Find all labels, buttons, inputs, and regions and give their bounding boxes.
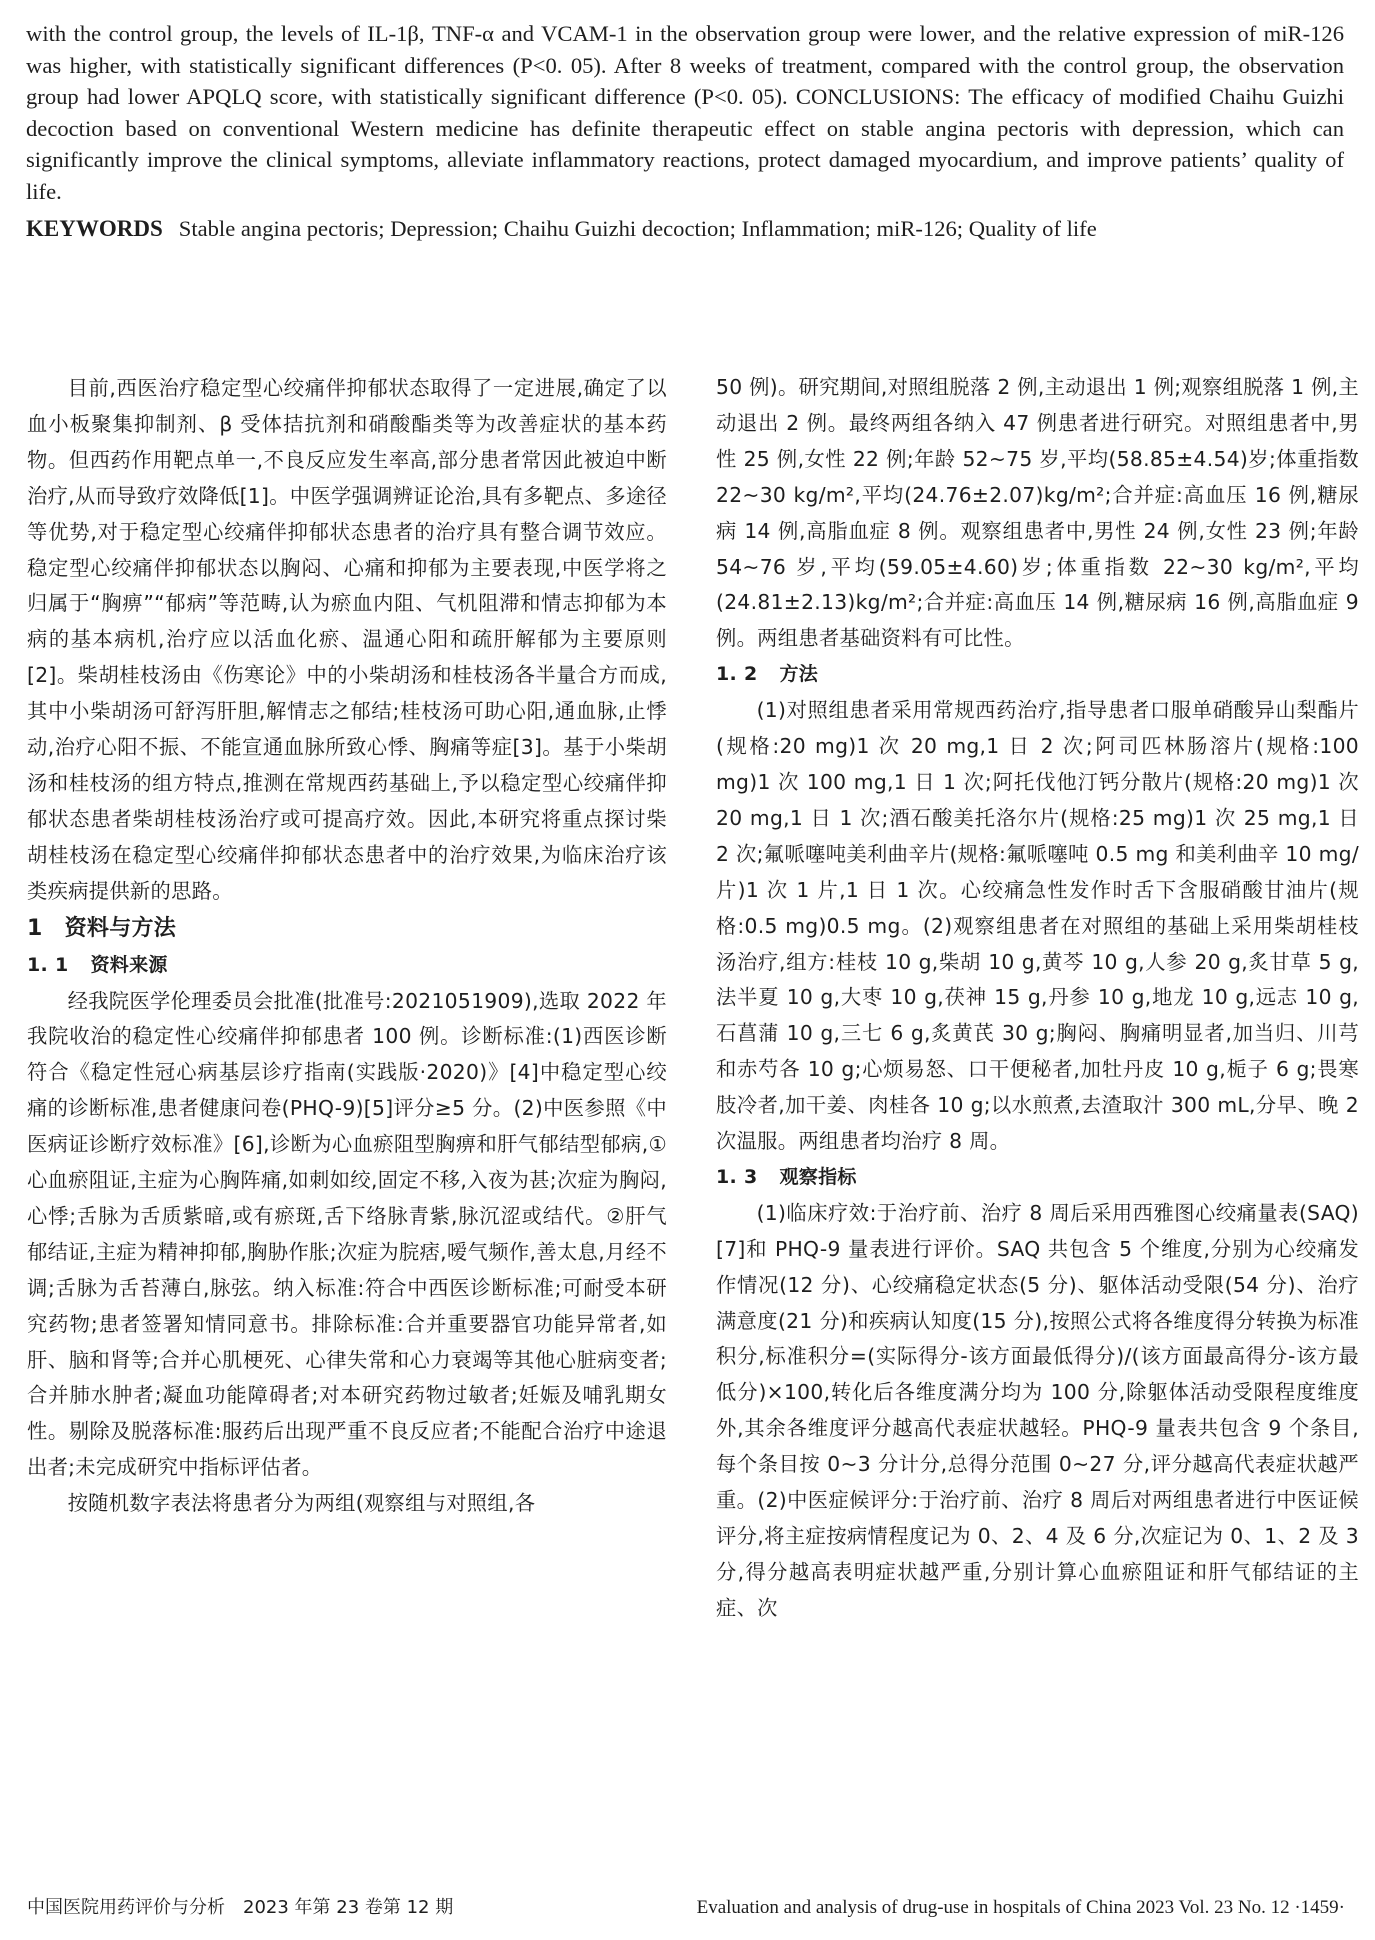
english-abstract: [26, 18, 1344, 245]
subsection-heading-1-2: [716, 657, 1359, 693]
section-number: 1: [27, 915, 43, 941]
intro-paragraph: 目前,西医治疗稳定型心绞痛伴抑郁状态取得了一定进展,确定了以血小板聚集抑制剂、β 受体拮抗剂和硝酸酯类等为改善症状的基本药物。但西药作用靶点单一,不良反应发生率高,部分患者常因此被迫中断治疗,从而导致疗效降低[1]。中医学强调辨证论治,具有多靶点、多途径等优势,对于稳定型心绞痛伴抑郁状态患者的治疗具有整合调节效应。稳定型心绞痛伴抑郁状态以胸闷、心痛和抑郁为主要表现,中医学将之归属于“胸痹”“郁病”等范畴,认为瘀血内阻、气机阻滞和情志抑郁为本病的基本病机,治疗应以活血化瘀、温通心阳和疏肝解郁为主要原则[2]。柴胡桂枝汤由《伤寒论》中的小柴胡汤和桂枝汤各半量合方而成,其中小柴胡汤可舒泻肝胆,解情志之郁结;桂枝汤可助心阳,通血脉,止悸动,治疗心阳不振、不能宣通血脉所致心悸、胸痛等症[3]。基于小柴胡汤和桂枝汤的组方特点,推测在常规西药基础上,予以稳定型心绞痛伴抑郁状态患者柴胡桂枝汤治疗或可提高疗效。因此,本研究将重点探讨柴胡桂枝汤在稳定型心绞痛伴抑郁状态患者中的治疗效果,为临床治疗该类疾病提供新的思路。: [27, 376, 667, 903]
subsection-title: 方法: [779, 663, 819, 686]
subsection-number: 1. 2: [716, 663, 758, 686]
keywords-line: [26, 213, 1344, 245]
section-title: 资料与方法: [64, 915, 177, 941]
section-heading-1: [27, 910, 667, 948]
subsection-heading-1-3: [716, 1160, 1359, 1196]
footer-journal-en: Evaluation and analysis of drug-use in hospitals of China 2023 Vol. 23 No. 12 ·1459·: [696, 1897, 1345, 1918]
keywords-label: KEYWORDS: [26, 216, 163, 241]
subsection-title: 资料来源: [90, 953, 168, 976]
right-column: [716, 370, 1359, 1627]
grouping-paragraph: 按随机数字表法将患者分为两组(观察组与对照组,各: [67, 1491, 536, 1516]
footer-journal-cn: 中国医院用药评价与分析 2023 年第 23 卷第 12 期: [27, 1897, 454, 1918]
keywords-text: Stable angina pectoris; Depression; Chaihu Guizhi decoction; Inflammation; miR-126; Quality of life: [178, 216, 1097, 241]
abstract-body: with the control group, the levels of IL-1β, TNF-α and VCAM-1 in the observation group were lower, and the relative expression of miR-126 was higher, with statistically significant differences (P<0. 05). After 8 weeks of treatment, compared with the control group, the observation group had lower APQLQ score, with statistically significant difference (P<0. 05). CONCLUSIONS: The efficacy of modified Chaihu Guizhi decoction based on conventional Western medicine has definite therapeutic effect on stable angina pectoris with depression, which can significantly improve the clinical symptoms, alleviate inflammatory reactions, protect damaged myocardium, and improve patients’ quality of life.: [26, 21, 1344, 204]
source-paragraph: 经我院医学伦理委员会批准(批准号:2021051909),选取 2022 年我院收治的稳定性心绞痛伴抑郁患者 100 例。诊断标准:(1)西医诊断符合《稳定性冠心病基层诊疗指南(实践版·2020)》[4]中稳定型心绞痛的诊断标准,患者健康问卷(PHQ-9)[5]评分≥5 分。(2)中医参照《中医病证诊断疗效标准》[6],诊断为心血瘀阻型胸痹和肝气郁结型郁病,①心血瘀阻证,主症为心胸阵痛,如刺如绞,固定不移,入夜为甚;次症为胸闷,心悸;舌脉为舌质紫暗,或有瘀斑,舌下络脉青紫,脉沉涩或结代。②肝气郁结证,主症为精神抑郁,胸胁作胀;次症为脘痞,嗳气频作,善太息,月经不调;舌脉为舌苔薄白,脉弦。纳入标准:符合中西医诊断标准;可耐受本研究药物;患者签署知情同意书。排除标准:合并重要器官功能异常者,如肝、脑和肾等;合并心肌梗死、心律失常和心力衰竭等其他心脏病变者;合并肺水肿者;凝血功能障碍者;对本研究药物过敏者;妊娠及哺乳期女性。剔除及脱落标准:服药后出现严重不良反应者;不能配合治疗中途退出者;未完成研究中指标评估者。: [27, 988, 667, 1480]
subsection-number: 1. 1: [27, 953, 69, 976]
indicators-paragraph: (1)临床疗效:于治疗前、治疗 8 周后采用西雅图心绞痛量表(SAQ)[7]和 PHQ-9 量表进行评价。SAQ 共包含 5 个维度,分别为心绞痛发作情况(12 分)、心绞痛稳定状态(5 分)、躯体活动受限(54 分)、治疗满意度(21 分)和疾病认知度(15 分),按照公式将各维度得分转换为标准积分,标准积分=(实际得分-该方面最低得分)/(该方面最高得分-该方最低分)×100,转化后各维度满分均为 100 分,除躯体活动受限程度维度外,其余各维度评分越高代表症状越轻。PHQ-9 量表共包含 9 个条目,每个条目按 0~3 分计分,总得分范围 0~27 分,评分越高代表症状越严重。(2)中医症候评分:于治疗前、治疗 8 周后对两组患者进行中医证候评分,将主症按病情程度记为 0、2、4 及 6 分,次症记为 0、1、2 及 3 分,得分越高表明症状越严重,分别计算心血瘀阻证和肝气郁结证的主症、次: [716, 1200, 1359, 1620]
left-column: [27, 371, 667, 1522]
subsection-number: 1. 3: [716, 1165, 758, 1188]
subsection-heading-1-1: [27, 948, 667, 984]
subsection-title: 观察指标: [779, 1165, 857, 1188]
source-paragraph-continued: 50 例)。研究期间,对照组脱落 2 例,主动退出 1 例;观察组脱落 1 例,主动退出 2 例。最终两组各纳入 47 例患者进行研究。对照组患者中,男性 25 例,女性 22 例;年龄 52~75 岁,平均(58.85±4.54)岁;体重指数 22~30 kg/m²,平均(24.76±2.07)kg/m²;合并症:高血压 16 例,糖尿病 14 例,高脂血症 8 例。观察组患者中,男性 24 例,女性 23 例;年龄 54~76 岁,平均(59.05±4.60)岁;体重指数 22~30 kg/m²,平均(24.81±2.13)kg/m²;合并症:高血压 14 例,糖尿病 16 例,高脂血症 9 例。两组患者基础资料有可比性。: [716, 375, 1359, 651]
methods-paragraph: (1)对照组患者采用常规西药治疗,指导患者口服单硝酸异山梨酯片(规格:20 mg)1 次 20 mg,1 日 2 次;阿司匹林肠溶片(规格:100 mg)1 次 100 mg,1 日 1 次;阿托伐他汀钙分散片(规格:20 mg)1 次 20 mg,1 日 1 次;酒石酸美托洛尔片(规格:25 mg)1 次 25 mg,1 日 2 次;氟哌噻吨美利曲辛片(规格:氟哌噻吨 0.5 mg 和美利曲辛 10 mg/片)1 次 1 片,1 日 1 次。心绞痛急性发作时舌下含服硝酸甘油片(规格:0.5 mg)0.5 mg。(2)观察组患者在对照组的基础上采用柴胡桂枝汤治疗,组方:桂枝 10 g,柴胡 10 g,黄芩 10 g,人参 20 g,炙甘草 5 g,法半夏 10 g,大枣 10 g,茯神 15 g,丹参 10 g,地龙 10 g,远志 10 g,石菖蒲 10 g,三七 6 g,炙黄芪 30 g;胸闷、胸痛明显者,加当归、川芎和赤芍各 10 g;心烦易怒、口干便秘者,加牡丹皮 10 g,栀子 6 g;畏寒肢冷者,加干姜、肉桂各 10 g;以水煎煮,去渣取汁 300 mL,分早、晚 2 次温服。两组患者均治疗 8 周。: [716, 698, 1359, 1154]
